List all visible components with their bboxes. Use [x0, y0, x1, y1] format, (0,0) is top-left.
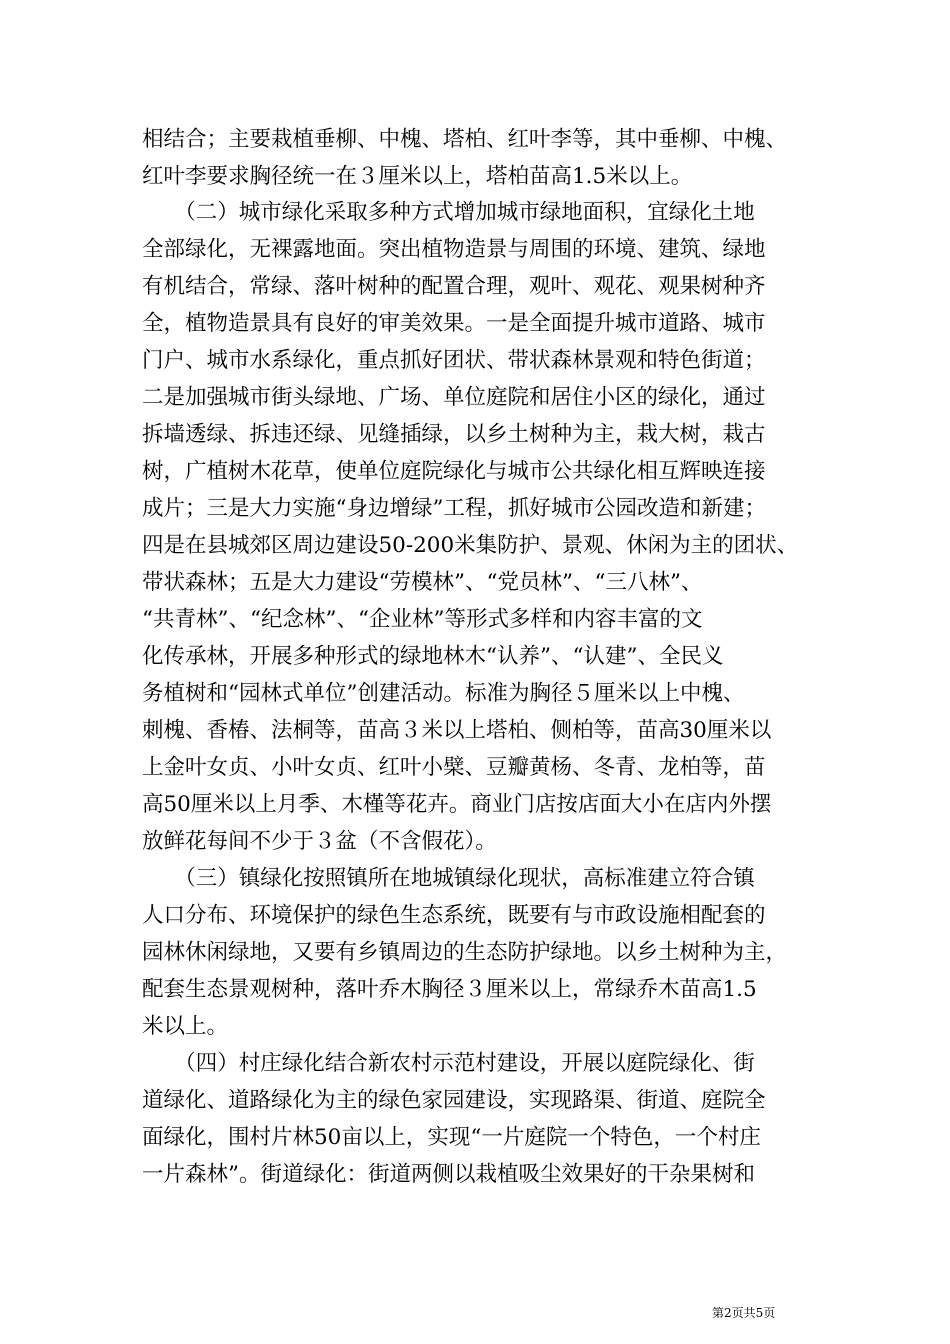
- text-line-14: “共青林”、“纪念林”、“企业林”等形式多样和内容丰富的文: [142, 607, 703, 632]
- text-line-11: 成片；三是大力实施“身边增绿”工程，抓好城市公园改造和新建；: [142, 496, 766, 521]
- text-line-5: 有机结合，常绿、落叶树种的配置合理，观叶、观花、观果树种齐: [142, 274, 766, 299]
- text-line-3: （二）城市绿化采取多种方式增加城市绿地面积，宜绿化土地: [142, 200, 755, 225]
- text-line-17: 刺槐、香椿、法桐等，苗高３米以上塔柏、侧柏等，苗高30厘米以: [142, 718, 772, 743]
- text-line-16: 务植树和“园林式单位”创建活动。标准为胸径５厘米以上中槐、: [142, 681, 745, 706]
- text-line-7: 门户、城市水系绿化，重点抓好团状、带状森林景观和特色街道；: [142, 348, 766, 373]
- text-line-4: 全部绿化，无裸露地面。突出植物造景与周围的环境、建筑、绿地: [142, 237, 766, 262]
- text-line-13: 带状森林；五是大力建设“劳模林”、“党员林”、“三八林”、: [142, 570, 703, 595]
- text-line-22: 人口分布、环境保护的绿色生态系统，既要有与市政设施相配套的: [142, 903, 766, 928]
- text-line-29: 一片森林”。街道绿化：街道两侧以栽植吸尘效果好的干杂果树和: [142, 1162, 755, 1187]
- text-line-21: （三）镇绿化按照镇所在地城镇绿化现状，高标准建立符合镇: [142, 866, 755, 891]
- text-line-1: 相结合；主要栽植垂柳、中槐、塔柏、红叶李等，其中垂柳、中槐、: [142, 127, 788, 152]
- text-line-18: 上金叶女贞、小叶女贞、红叶小檗、豆瓣黄杨、冬青、龙柏等，苗: [142, 755, 766, 780]
- text-line-9: 拆墙透绿、拆违还绿、见缝插绿，以乡土树种为主，栽大树，栽古: [142, 422, 766, 447]
- text-line-20: 放鲜花每间不少于３盆（不含假花）。: [142, 829, 497, 854]
- text-line-19: 高50厘米以上月季、木槿等花卉。商业门店按店面大小在店内外摆: [142, 792, 772, 817]
- page-number-footer: 第2页共5页: [712, 1306, 776, 1320]
- text-line-10: 树，广植树木花草，使单位庭院绿化与城市公共绿化相互辉映连接: [142, 459, 766, 484]
- text-line-23: 园林休闲绿地，又要有乡镇周边的生态防护绿地。以乡土树种为主，: [142, 940, 788, 965]
- text-line-6: 全，植物造景具有良好的审美效果。一是全面提升城市道路、城市: [142, 311, 766, 336]
- text-line-12: 四是在县城郊区周边建设50-200米集防护、景观、休闲为主的团状、: [142, 533, 799, 558]
- text-line-15: 化传承林，开展多种形式的绿地林木“认养”、“认建”、全民义: [142, 644, 724, 669]
- text-line-25: 米以上。: [142, 1014, 229, 1039]
- text-line-28: 面绿化，围村片林50亩以上，实现“一片庭院一个特色，一个村庄: [142, 1125, 761, 1150]
- text-line-8: 二是加强城市街头绿地、广场、单位庭院和居住小区的绿化，通过: [142, 385, 766, 410]
- text-line-24: 配套生态景观树种，落叶乔木胸径３厘米以上，常绿乔木苗高1.5: [142, 977, 757, 1002]
- text-line-2: 红叶李要求胸径统一在３厘米以上，塔柏苗高1.5米以上。: [142, 164, 693, 189]
- text-line-27: 道绿化、道路绿化为主的绿色家园建设，实现路渠、街道、庭院全: [142, 1088, 766, 1113]
- text-line-26: （四）村庄绿化结合新农村示范村建设，开展以庭院绿化、街: [142, 1051, 755, 1076]
